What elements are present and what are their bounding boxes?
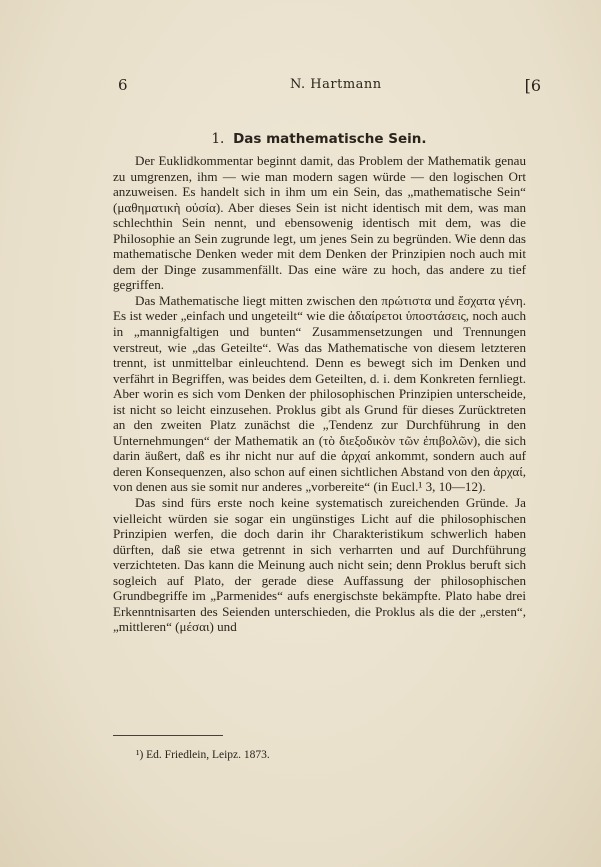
footnote-text: Ed. Friedlein, Leipz. 1873. — [146, 749, 270, 761]
section-heading — [112, 131, 526, 147]
page-number: 6 — [118, 76, 128, 94]
footnote-divider — [113, 735, 223, 736]
paragraph-1: Der Euklidkommentar beginnt damit, das Problem der Mathematik genau zu umgrenzen, ihm — wie man modern sagen würde — den logischen Ort anzuweisen. Es handelt sich in ihm um ein Sein, das „mathematische Sein“ (μαθηματικὴ οὐσία). Aber dieses Sein ist nicht identisch mit dem, was man schlechthin Sein nennt, und ebensowenig identisch mit dem, was die Philosophie an Sein zugrunde legt, um jenes Sein zu begründen. Wie denn das mathematische Denken weder mit dem Denken der Prinzipien noch auch mit dem der Dinge zusammenfällt. Das eine wäre zu hoch, das andere zu tief gegriffen. — [113, 153, 526, 293]
paragraph-3: Das sind fürs erste noch keine systematisch zureichenden Gründe. Ja vielleicht würden sie sogar ein ungünstiges Licht auf die philosophischen Prinzipien werfen, die doch darin ihr Charakteristikum schwerlich haben dürften, daß sie etwa getrennt in sich verharrten und auf Durchführung verzichteten. Das kann die Meinung auch nicht sein; denn Proklus beruft sich sogleich auf Plato, der gerade diese Auffassung der philosophischen Grundbegriffe im „Parmenides“ aufs energischste bekämpfte. Plato habe drei Erkenntnisarten des Seienden unterschieden, die Proklus als die der „ersten“, „mittleren“ (μέσαι) und — [113, 495, 526, 635]
running-head-author: N. Hartmann — [290, 77, 382, 92]
body-text — [113, 153, 526, 635]
section-number: 1. — [211, 131, 225, 147]
running-head — [118, 76, 541, 96]
footnote — [136, 749, 270, 761]
section-title: Das mathematische Sein. — [233, 131, 427, 147]
footnote-marker: ¹) — [136, 749, 144, 761]
paragraph-2: Das Mathematische liegt mitten zwischen den πρώτιστα und ἔσχατα γένη. Es ist weder „einfach und ungeteilt“ wie die ἀδιαίρετοι ὑποστάσεις, noch auch in „mannigfaltigen und bunten“ Zusammensetzungen und Trennungen verstreut, wie „das Geteilte“. Was das Mathematische von diesem letzteren trennt, ist unmittelbar einleuchtend. Denn es bewegt sich im Denken und verfährt in Begriffen, was beides dem Geteilten, d. i. dem Konkreten fernliegt. Aber worin es sich vom Denken der philosophischen Prinzipien unterscheide, ist nicht so leicht einzusehen. Proklus gibt als Grund für dieses Zurücktreten an den zweiten Platz zunächst die „Tendenz zur Durchführung in den Unternehmungen“ der Mathematik an (τὸ διεξοδικὸν τῶν ἐπιβολῶν), die sich darin äußert, daß es ihr nicht nur auf die ἀρχαί ankommt, sondern auch auf deren Konsequenzen, also schon auf einen sichtlichen Abstand von den ἀρχαί, von denen aus sie somit nur anderes „vorbereite“ (in Eucl.¹ 3, 10—12). — [113, 292, 526, 495]
original-page-reference: [6 — [524, 76, 541, 95]
